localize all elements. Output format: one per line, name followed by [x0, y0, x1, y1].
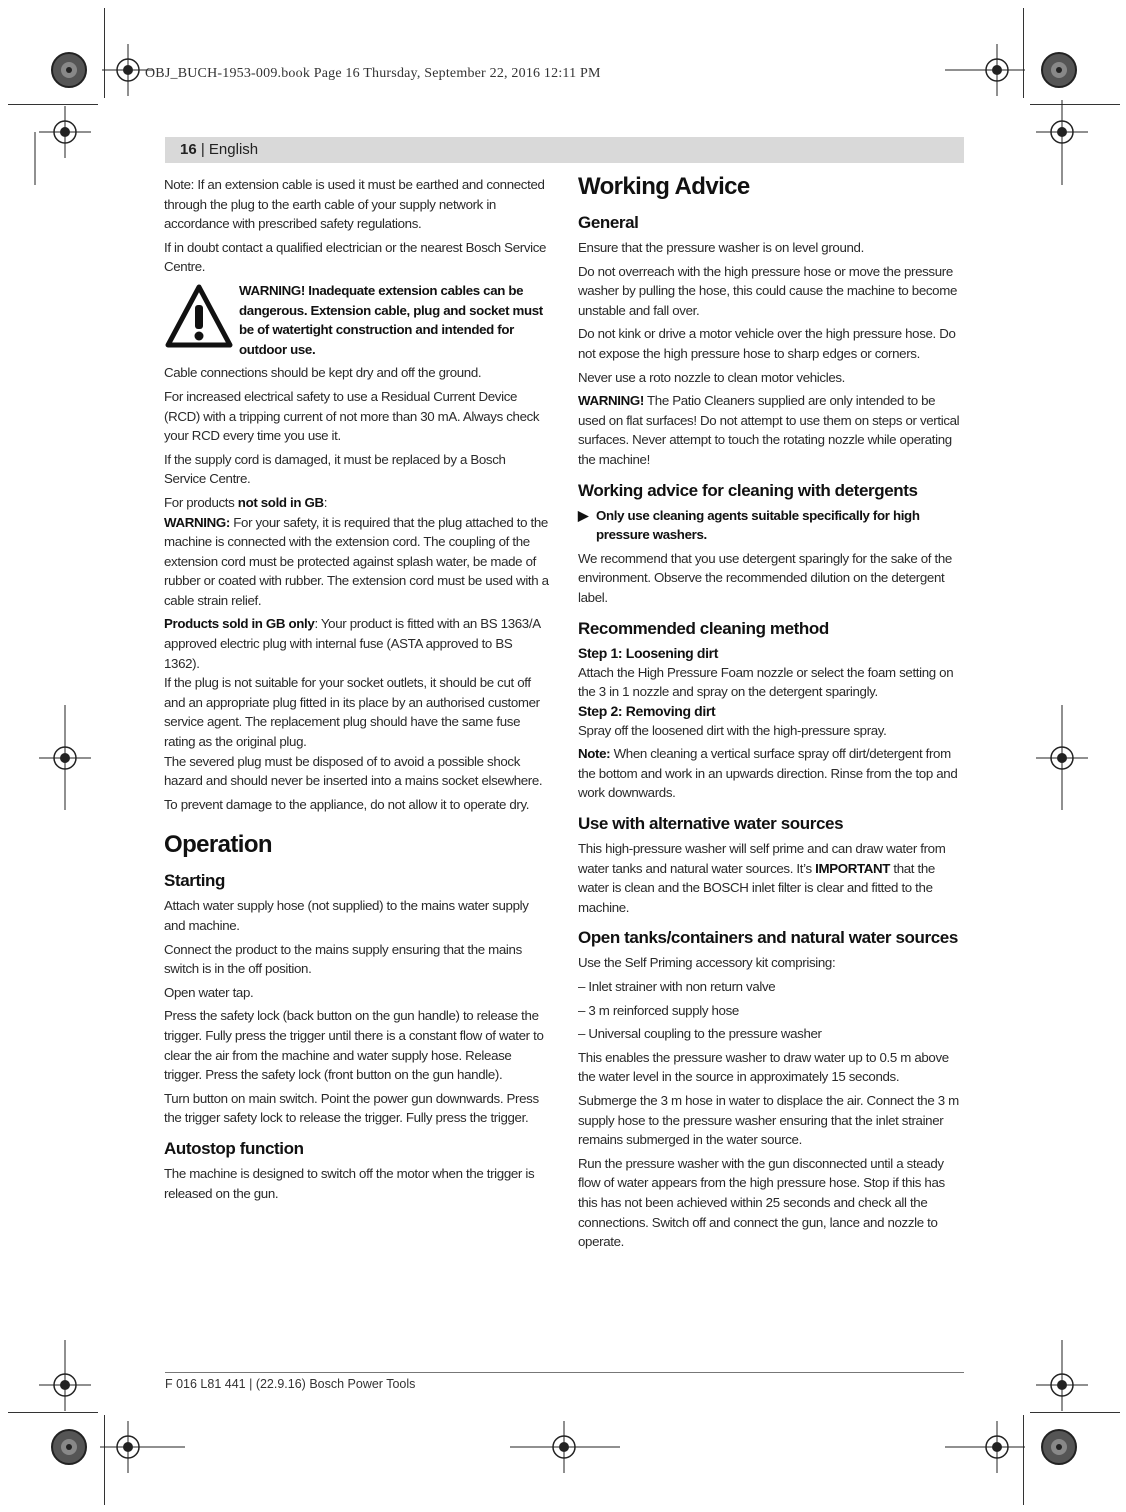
paragraph: We recommend that you use detergent sparingly for the sake of the environment. Observe the recommended dilution on the detergent label. — [578, 550, 952, 605]
paragraph: Attach water supply hose (not supplied) to the mains water supply and machine. — [164, 898, 529, 933]
paragraph: Do not overreach with the high pressure hose or move the pressure washer by pulling the hose, this could cause the machine to become unstable and fall over. — [578, 263, 958, 318]
subsection-title: Recommended cleaning method — [578, 618, 829, 638]
subsection-title: Autostop function — [164, 1138, 304, 1158]
paragraph: To prevent damage to the appliance, do not allow it to operate dry. — [164, 796, 530, 812]
paragraph — [164, 513, 550, 611]
paragraph: Connect the product to the mains supply ensuring that the mains switch is in the off position. — [164, 941, 522, 977]
paragraph: The machine is designed to switch off the motor when the trigger is released on the gun. — [164, 1165, 535, 1201]
paragraph — [164, 493, 550, 513]
bullet-item — [578, 506, 964, 545]
page-number: 16 — [180, 141, 197, 158]
paragraph — [578, 391, 964, 469]
color-target-icon — [52, 1430, 86, 1464]
warning-triangle-icon — [164, 281, 234, 351]
header-separator: | — [196, 141, 209, 158]
step-title: Step 2: Removing dirt — [578, 702, 716, 719]
warning-box — [164, 281, 550, 359]
page-header-bar — [165, 137, 964, 163]
text: For your safety, it is required that the plug attached to the machine is connected with the extension cord. The coupling of the extension cord must be protected against splash water, be made of rubber or coated with rubber. The extension cord must be used with a cable strain relief. — [164, 514, 549, 608]
paragraph — [164, 614, 550, 673]
print-slug: OBJ_BUCH-1953-009.book Page 16 Thursday, September 22, 2016 12:11 PM — [145, 66, 601, 81]
text: For products — [164, 494, 238, 510]
subsection-title: Working advice for cleaning with detergents — [578, 480, 918, 500]
paragraph: Never use a roto nozzle to clean motor vehicles. — [578, 369, 846, 385]
text: This high-pressure washer will self prime and can draw water from water tanks and natural water sources. It’s — [578, 841, 946, 876]
text: When cleaning a vertical surface spray off dirt/detergent from the bottom and work in an upwards direction. Rinse from the top and work downwards. — [578, 746, 958, 801]
paragraph: If the plug is not suitable for your socket outlets, it should be cut off and an appropriate plug fitted in its place by an authorised customer service agent. The replacement plug should have the same fuse rating as the original plug. — [164, 675, 540, 750]
paragraph: Spray off the loosened dirt with the high-pressure spray. — [578, 722, 887, 738]
bullet-text: Only use cleaning agents suitable specifically for high pressure washers. — [596, 507, 920, 543]
text: : Your product is fitted with an BS 1363/A approved electric plug with internal fuse (ASTA approved to BS 1362). — [164, 616, 540, 671]
subsection-title: General — [578, 213, 639, 232]
section-title: Operation — [164, 831, 272, 859]
paragraph: If the supply cord is damaged, it must be replaced by a Bosch Service Centre. — [164, 451, 506, 487]
paragraph: Cable connections should be kept dry and off the ground. — [164, 365, 482, 381]
bullet-arrow-icon: ▶ — [578, 507, 588, 523]
bold-text: WARNING: — [164, 514, 230, 530]
list-item: – Universal coupling to the pressure washer — [578, 1026, 822, 1042]
list-item: – 3 m reinforced supply hose — [578, 1002, 739, 1018]
subsection-title: Use with alternative water sources — [578, 814, 844, 834]
page-header — [180, 141, 258, 158]
paragraph: Turn button on main switch. Point the power gun downwards. Press the trigger safety lock to release the trigger. Fully press the trigger. — [164, 1090, 539, 1126]
registration-mark-icon — [39, 106, 91, 158]
text: : — [323, 494, 328, 510]
left-column — [164, 175, 550, 1207]
subsection-title: Open tanks/containers and natural water sources — [578, 928, 958, 948]
bold-text: Note: — [578, 746, 611, 762]
paragraph: For increased electrical safety to use a Residual Current Device (RCD) with a tripping current of not more than 30 mA. Always check your RCD every time you use it. — [164, 388, 540, 444]
paragraph: Ensure that the pressure washer is on level ground. — [578, 240, 864, 255]
right-column — [578, 172, 964, 1256]
bold-text: not sold in GB — [237, 494, 324, 510]
footer-rule — [165, 1372, 964, 1373]
paragraph: Open water tap. — [164, 984, 254, 1000]
page-footer: F 016 L81 441 | (22.9.16) Bosch Power Tools — [165, 1377, 416, 1391]
paragraph: The severed plug must be disposed of to avoid a possible shock hazard and should never be inserted into a mains socket elsewhere. — [164, 753, 543, 789]
text: that the water is clean and the BOSCH inlet filter is clear and fitted to the machine. — [578, 860, 935, 915]
paragraph: Use the Self Priming accessory kit comprising: — [578, 955, 836, 971]
paragraph: Note: If an extension cable is used it must be earthed and connected through the plug to the earth cable of your supply network in accordance with prescribed safety regulations. — [164, 177, 545, 232]
color-target-icon — [1042, 1430, 1076, 1464]
paragraph: Attach the High Pressure Foam nozzle or select the foam setting on the 3 in 1 nozzle and spray on the detergent sparingly. — [578, 664, 954, 700]
color-target-icon — [52, 53, 86, 87]
subsection-title: Starting — [164, 871, 226, 891]
step-title: Step 1: Loosening dirt — [578, 644, 719, 661]
bold-text: IMPORTANT — [815, 860, 891, 876]
header-language: English — [208, 141, 259, 158]
paragraph: This enables the pressure washer to draw water up to 0.5 m above the water level in the source in approximately 15 seconds. — [578, 1049, 949, 1085]
paragraph: Press the safety lock (back button on the gun handle) to release the trigger. Fully press the trigger until there is a constant flow of water to clear the air from the machine and water supply hose. Release trigger. Press the safety lock (front button on the gun handle). — [164, 1008, 544, 1083]
section-title: Working Advice — [578, 173, 750, 200]
paragraph: Run the pressure washer with the gun disconnected until a steady flow of water appears from the high pressure hose. Stop if this has this has not been achieved within 25 seconds and check all the connections. Switch off and connect the gun, lance and nozzle to operate. — [578, 1155, 945, 1250]
bold-text: WARNING! — [578, 393, 644, 409]
warning-text: WARNING! Inadequate extension cables can be dangerous. Extension cable, plug and socket must be of watertight construction and intended for outdoor use. — [239, 282, 543, 357]
text: The Patio Cleaners supplied are only intended to be used on flat surfaces! Do not attempt to use them on steps or vertical surfaces. Never attempt to touch the rotating nozzle while operating the machine! — [578, 393, 960, 467]
color-target-icon — [1042, 53, 1076, 87]
paragraph: Do not kink or drive a motor vehicle over the high pressure hose. Do not expose the high pressure hose to sharp edges or corners. — [578, 326, 956, 361]
paragraph: Submerge the 3 m hose in water to displace the air. Connect the 3 m supply hose to the pressure washer ensuring that the inlet strainer remains submerged in the water source. — [578, 1093, 959, 1148]
paragraph — [578, 839, 964, 917]
paragraph — [578, 744, 964, 803]
bold-text: Products sold in GB only — [164, 616, 315, 632]
paragraph: If in doubt contact a qualified electrician or the nearest Bosch Service Centre. — [164, 239, 547, 275]
list-item: – Inlet strainer with non return valve — [578, 979, 776, 995]
